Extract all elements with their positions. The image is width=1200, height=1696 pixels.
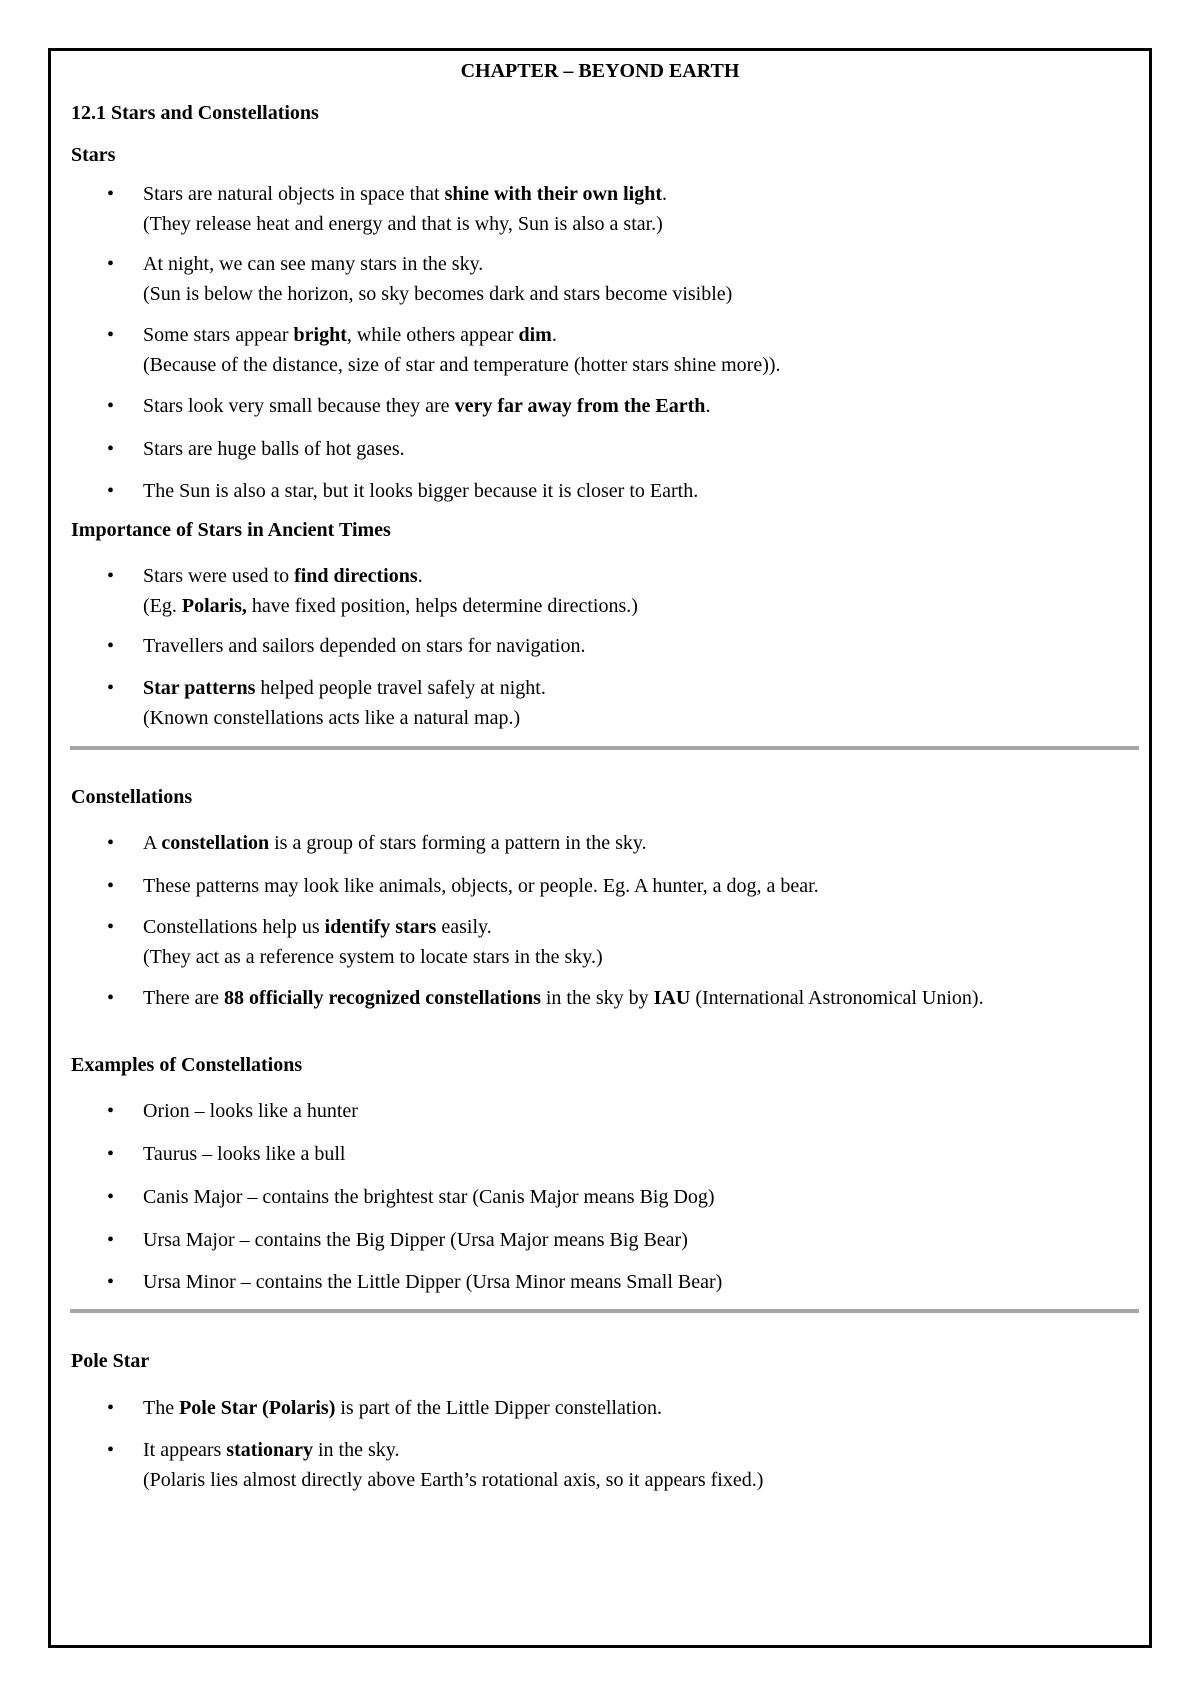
list-item-text	[143, 912, 1097, 972]
text-span: .	[551, 324, 557, 346]
bold-text: IAU	[653, 987, 691, 1009]
text-span: These patterns may look like animals, objects, or people. Eg. A hunter, a dog, a bear.	[143, 875, 819, 897]
bullet-icon: •	[107, 1439, 115, 1461]
item-main-line	[143, 561, 1097, 591]
text-span: At night, we can see many stars in the sky.	[143, 253, 484, 275]
text-span: Stars are huge balls of hot gases.	[143, 438, 405, 460]
list-item-text	[143, 1139, 1097, 1169]
text-span: Orion – looks like a hunter	[143, 1100, 358, 1122]
item-main-line	[143, 673, 1097, 703]
item-main-line	[143, 179, 1097, 209]
item-note-line: (They release heat and energy and that is why, Sun is also a star.)	[143, 213, 663, 235]
list-item-text	[143, 179, 1097, 239]
item-main-line	[143, 871, 1097, 901]
text-span: Taurus – looks like a bull	[143, 1143, 346, 1165]
bold-text: very far away from the Earth	[454, 395, 706, 417]
item-main-line	[143, 1435, 1097, 1465]
item-note-line: (Sun is below the horizon, so sky becomes dark and stars become visible)	[143, 283, 733, 305]
text-span: Ursa Minor – contains the Little Dipper (Ursa Minor means Small Bear)	[143, 1271, 723, 1293]
list-item-text	[143, 249, 1097, 309]
bold-text: Polaris,	[181, 595, 247, 617]
text-span: Some stars appear	[143, 324, 294, 346]
list-item-text	[143, 1225, 1097, 1255]
bullet-icon: •	[107, 253, 115, 275]
bold-text: dim	[518, 324, 552, 346]
text-span: Constellations help us	[143, 916, 325, 938]
item-main-line	[143, 1267, 1097, 1297]
item-main-line	[143, 476, 1097, 506]
list-item-text	[143, 1096, 1097, 1126]
bold-text: 88 officially recognized constellations	[224, 987, 541, 1009]
text-span: Canis Major – contains the brightest star (Canis Major means Big Dog)	[143, 1186, 715, 1208]
item-main-line	[143, 320, 1097, 350]
bold-text: find directions	[294, 565, 418, 587]
text-span: .	[417, 565, 423, 587]
list-item-text	[143, 391, 1097, 421]
item-main-line	[143, 1225, 1097, 1255]
bold-text: Star patterns	[143, 677, 256, 699]
list-item-text	[143, 1182, 1097, 1212]
text-span: have fixed position, helps determine directions.)	[246, 595, 638, 617]
text-span: easily.	[436, 916, 492, 938]
bullet-icon: •	[107, 1186, 115, 1208]
bold-text: shine with their own light	[444, 183, 663, 205]
text-span: It appears	[143, 1439, 227, 1461]
list-item-text	[143, 476, 1097, 506]
heading-examples: Examples of Constellations	[71, 1054, 303, 1076]
bullet-icon: •	[107, 395, 115, 417]
document-page	[48, 48, 1152, 1648]
list-item-text	[143, 561, 1097, 621]
text-span: is a group of stars forming a pattern in the sky.	[269, 832, 647, 854]
text-span: Ursa Major – contains the Big Dipper (Ursa Major means Big Bear)	[143, 1229, 688, 1251]
item-main-line	[143, 391, 1097, 421]
item-main-line	[143, 434, 1097, 464]
item-main-line	[143, 1182, 1097, 1212]
bullet-icon: •	[107, 1397, 115, 1419]
item-main-line	[143, 1393, 1097, 1423]
text-span: The	[143, 1397, 180, 1419]
item-main-line	[143, 1096, 1097, 1126]
text-span: Travellers and sailors depended on stars for navigation.	[143, 635, 586, 657]
bullet-icon: •	[107, 324, 115, 346]
item-note-line: (Polaris lies almost directly above Earth’s rotational axis, so it appears fixed.)	[143, 1469, 764, 1491]
list-item-text	[143, 1435, 1097, 1495]
chapter-title: CHAPTER – BEYOND EARTH	[460, 60, 740, 82]
list-item-text	[143, 828, 1097, 858]
heading-constellations: Constellations	[71, 786, 193, 808]
section-divider	[70, 1309, 1139, 1313]
item-main-line	[143, 983, 1097, 1013]
bullet-icon: •	[107, 677, 115, 699]
text-span: , while others appear	[346, 324, 519, 346]
list-item-text	[143, 673, 1097, 733]
list-item-text	[143, 320, 1097, 380]
text-span: Stars are natural objects in space that	[143, 183, 445, 205]
bullet-icon: •	[107, 875, 115, 897]
text-span: in the sky by	[540, 987, 654, 1009]
bullet-icon: •	[107, 480, 115, 502]
list-item-text	[143, 1393, 1097, 1423]
heading-stars: Stars	[71, 144, 116, 166]
item-main-line	[143, 1139, 1097, 1169]
item-main-line	[143, 249, 1097, 279]
list-item-text	[143, 871, 1097, 901]
list-item-text	[143, 631, 1097, 661]
bold-text: stationary	[226, 1439, 313, 1461]
text-span: (Eg.	[143, 595, 182, 617]
bullet-icon: •	[107, 916, 115, 938]
text-span: (International Astronomical Union).	[690, 987, 984, 1009]
text-span: helped people travel safely at night.	[255, 677, 546, 699]
bullet-icon: •	[107, 565, 115, 587]
text-span: There are	[143, 987, 225, 1009]
bullet-icon: •	[107, 635, 115, 657]
list-item-text	[143, 983, 1097, 1013]
list-item-text	[143, 1267, 1097, 1297]
section-divider	[70, 746, 1139, 750]
bullet-icon: •	[107, 183, 115, 205]
section-title: 12.1 Stars and Constellations	[71, 102, 319, 124]
text-span: .	[662, 183, 668, 205]
bold-text: identify stars	[324, 916, 437, 938]
bullet-icon: •	[107, 438, 115, 460]
item-note-line: (Because of the distance, size of star and temperature (hotter stars shine more)).	[143, 354, 781, 376]
item-note-line: (Known constellations acts like a natural map.)	[143, 707, 521, 729]
bullet-icon: •	[107, 832, 115, 854]
text-span: is part of the Little Dipper constellation.	[335, 1397, 662, 1419]
bullet-icon: •	[107, 1143, 115, 1165]
item-note-line	[143, 591, 1097, 621]
item-note-line: (They act as a reference system to locate stars in the sky.)	[143, 946, 603, 968]
bold-text: constellation	[161, 832, 270, 854]
bullet-icon: •	[107, 1100, 115, 1122]
item-main-line	[143, 912, 1097, 942]
list-item-text	[143, 434, 1097, 464]
item-main-line	[143, 828, 1097, 858]
heading-importance: Importance of Stars in Ancient Times	[71, 519, 391, 541]
bullet-icon: •	[107, 1271, 115, 1293]
bold-text: Pole Star (Polaris)	[179, 1397, 336, 1419]
text-span: A	[143, 832, 162, 854]
heading-pole-star: Pole Star	[71, 1350, 150, 1372]
text-span: Stars were used to	[143, 565, 295, 587]
bullet-icon: •	[107, 987, 115, 1009]
text-span: Stars look very small because they are	[143, 395, 455, 417]
text-span: .	[705, 395, 711, 417]
item-main-line	[143, 631, 1097, 661]
bullet-icon: •	[107, 1229, 115, 1251]
text-span: The Sun is also a star, but it looks bigger because it is closer to Earth.	[143, 480, 699, 502]
bold-text: bright	[293, 324, 347, 346]
text-span: in the sky.	[312, 1439, 400, 1461]
